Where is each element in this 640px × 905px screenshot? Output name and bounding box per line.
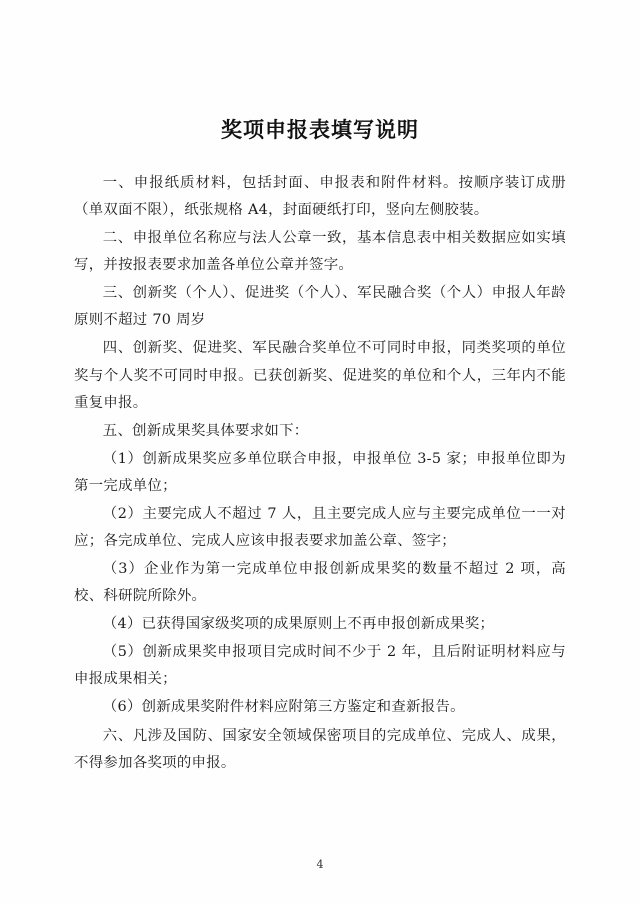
paragraph-5-item-2: （2）主要完成人不超过 7 人，且主要完成人应与主要完成单位一一对应；各完成单位、完成人应该申报表要求加盖公章、签字； bbox=[74, 505, 566, 550]
paragraph-3: 三、创新奖（个人）、促进奖（个人）、军民融合奖（个人）申报人年龄原则不超过 70 周岁 bbox=[74, 285, 566, 329]
paragraph-5-item-6: （6）创新成果奖附件材料应附第三方鉴定和查新报告。 bbox=[102, 699, 465, 716]
paragraph-2: 二、申报单位名称应与法人公章一致，基本信息表中相关数据应如实填写，并按报表要求加盖各单位公章并签字。 bbox=[74, 230, 566, 274]
paragraph-5-item-4: （4）已获得国家级奖项的成果原则上不再申报创新成果奖； bbox=[102, 616, 495, 633]
paragraph-5-item-1: （1）创新成果奖应多单位联合申报，申报单位 3-5 家；申报单位即为第一完成单位； bbox=[74, 450, 566, 494]
page-number: 4 bbox=[316, 858, 324, 871]
paragraph-5-item-5: （5）创新成果奖申报项目完成时间不少于 2 年，且后附证明材料应与申报成果相关； bbox=[74, 644, 566, 688]
paragraph-6: 六、凡涉及国防、国家安全领域保密项目的完成单位、完成人、成果，不得参加各奖项的申报。 bbox=[74, 727, 566, 771]
paragraph-5: 五、创新成果奖具体要求如下： bbox=[102, 422, 309, 439]
paragraph-1: 一、申报纸质材料，包括封面、申报表和附件材料。按顺序装订成册（单双面不限），纸张规格 A4，封面硬纸打印，竖向左侧胶装。 bbox=[74, 175, 566, 219]
paragraph-5-item-3: （3）企业作为第一完成单位申报创新成果奖的数量不超过 2 项，高校、科研院所除外。 bbox=[74, 561, 566, 605]
page-title: 奖项申报表填写说明 bbox=[221, 117, 419, 142]
paragraph-4: 四、创新奖、促进奖、军民融合奖单位不可同时申报，同类奖项的单位奖与个人奖不可同时申报。已获创新奖、促进奖的单位和个人，三年内不能重复申报。 bbox=[74, 340, 566, 411]
document-body bbox=[74, 170, 566, 777]
